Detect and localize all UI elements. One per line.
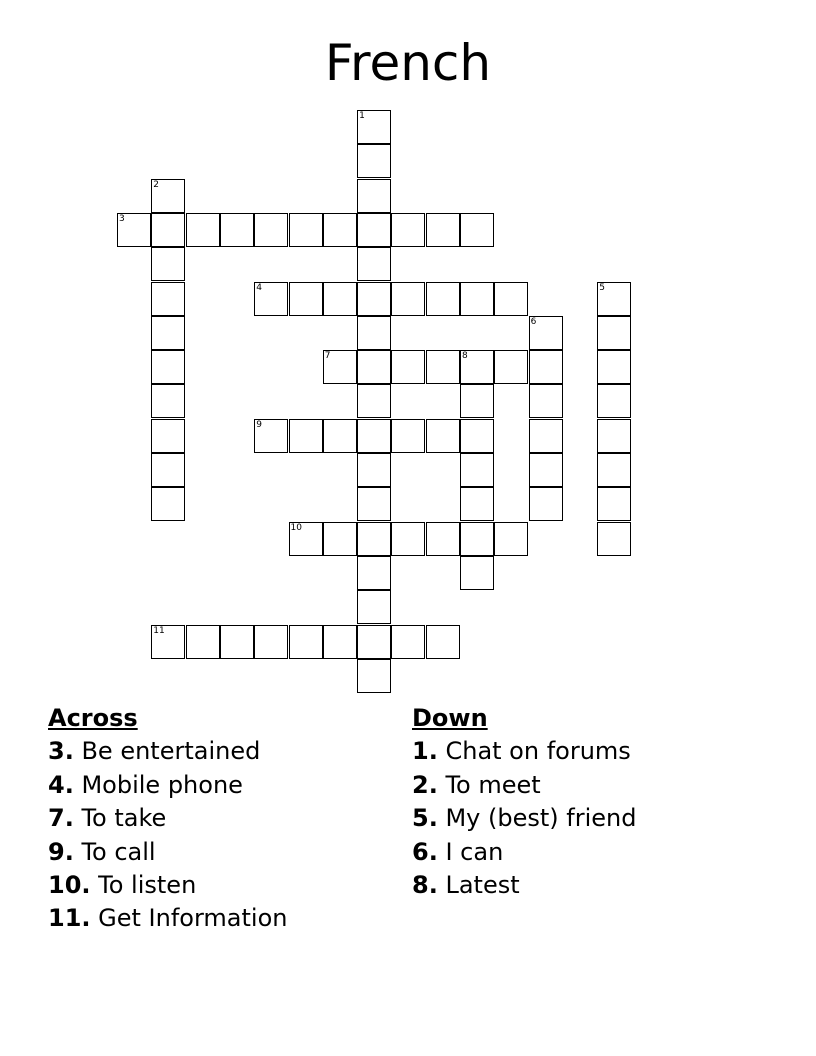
grid-cell[interactable] bbox=[117, 213, 151, 247]
clue-number: 2. bbox=[412, 770, 438, 799]
clue-text: To call bbox=[81, 837, 156, 866]
grid-cell[interactable] bbox=[391, 282, 425, 316]
cell-number: 7 bbox=[324, 351, 331, 362]
clue-down-1 bbox=[412, 735, 636, 768]
grid-cell[interactable] bbox=[323, 213, 357, 247]
grid-cell[interactable] bbox=[494, 522, 528, 556]
grid-cell[interactable] bbox=[529, 453, 563, 487]
clue-number: 4. bbox=[48, 770, 74, 799]
grid-cell[interactable] bbox=[597, 316, 631, 350]
clue-across-10 bbox=[48, 869, 287, 902]
clue-down-8 bbox=[412, 869, 636, 902]
grid-cell[interactable] bbox=[151, 282, 185, 316]
grid-cell[interactable] bbox=[151, 487, 185, 521]
grid-cell[interactable] bbox=[220, 213, 254, 247]
across-heading: Across bbox=[48, 704, 138, 732]
clue-number: 10. bbox=[48, 871, 91, 900]
grid-cell[interactable] bbox=[151, 213, 185, 247]
cell-number: 1 bbox=[359, 111, 365, 121]
clue-text: Latest bbox=[445, 871, 520, 900]
grid-cell[interactable] bbox=[460, 522, 494, 556]
grid-cell[interactable] bbox=[426, 625, 460, 659]
grid-cell[interactable] bbox=[254, 213, 288, 247]
grid-cell[interactable] bbox=[426, 213, 460, 247]
clue-across-9 bbox=[48, 836, 287, 869]
clue-down-6 bbox=[412, 836, 636, 869]
grid-cell[interactable] bbox=[323, 522, 357, 556]
grid-cell[interactable] bbox=[151, 419, 185, 453]
across-clues bbox=[48, 702, 287, 936]
grid-cell[interactable] bbox=[597, 522, 631, 556]
grid-cell[interactable] bbox=[597, 282, 631, 316]
grid-cell[interactable] bbox=[151, 350, 185, 384]
cell-number: 8 bbox=[462, 351, 468, 362]
grid-cell[interactable] bbox=[529, 384, 563, 418]
grid-cell[interactable] bbox=[323, 419, 357, 453]
clue-number: 6. bbox=[412, 837, 438, 866]
grid-cell[interactable] bbox=[357, 282, 391, 316]
grid-cell[interactable] bbox=[357, 659, 391, 693]
grid-cell[interactable] bbox=[460, 487, 494, 521]
grid-cell[interactable] bbox=[289, 282, 323, 316]
grid-cell[interactable] bbox=[460, 556, 494, 590]
grid-cell[interactable] bbox=[357, 590, 391, 624]
grid-cell[interactable] bbox=[460, 350, 494, 384]
grid-cell[interactable] bbox=[597, 384, 631, 418]
grid-cell[interactable] bbox=[323, 282, 357, 316]
grid-cell[interactable] bbox=[357, 110, 391, 144]
grid-cell[interactable] bbox=[597, 419, 631, 453]
grid-cell[interactable] bbox=[357, 487, 391, 521]
grid-cell[interactable] bbox=[529, 350, 563, 384]
grid-cell[interactable] bbox=[357, 316, 391, 350]
grid-cell[interactable] bbox=[357, 247, 391, 281]
clue-number: 11. bbox=[48, 904, 91, 933]
clue-number: 5. bbox=[412, 804, 438, 833]
grid-cell[interactable] bbox=[391, 522, 425, 556]
clue-number: 7. bbox=[48, 804, 74, 833]
grid-cell[interactable] bbox=[151, 247, 185, 281]
clue-text: To take bbox=[81, 804, 167, 833]
grid-cell[interactable] bbox=[529, 419, 563, 453]
grid-cell[interactable] bbox=[323, 350, 357, 384]
clue-down-5 bbox=[412, 802, 636, 835]
grid-cell[interactable] bbox=[426, 282, 460, 316]
clue-across-7 bbox=[48, 802, 287, 835]
grid-cell[interactable] bbox=[529, 487, 563, 521]
grid-cell[interactable] bbox=[494, 282, 528, 316]
clue-number: 3. bbox=[48, 737, 74, 766]
clue-number: 9. bbox=[48, 837, 74, 866]
page-title: French bbox=[324, 34, 492, 92]
grid-cell[interactable] bbox=[357, 384, 391, 418]
clue-number: 1. bbox=[412, 737, 438, 766]
clue-text: To listen bbox=[98, 871, 197, 900]
grid-cell[interactable] bbox=[289, 522, 323, 556]
grid-cell[interactable] bbox=[529, 316, 563, 350]
clue-across-11 bbox=[48, 902, 287, 935]
grid-cell[interactable] bbox=[460, 282, 494, 316]
clue-across-3 bbox=[48, 735, 287, 768]
grid-cell[interactable] bbox=[151, 316, 185, 350]
grid-cell[interactable] bbox=[254, 282, 288, 316]
grid-cell[interactable] bbox=[186, 625, 220, 659]
grid-cell[interactable] bbox=[323, 625, 357, 659]
grid-cell[interactable] bbox=[254, 625, 288, 659]
clue-text: Chat on forums bbox=[445, 737, 631, 766]
grid-cell[interactable] bbox=[151, 625, 185, 659]
clue-text: Mobile phone bbox=[81, 770, 243, 799]
grid-cell[interactable] bbox=[186, 213, 220, 247]
grid-cell[interactable] bbox=[357, 144, 391, 178]
clue-text: To meet bbox=[445, 770, 541, 799]
grid-cell[interactable] bbox=[597, 453, 631, 487]
cell-number: 5 bbox=[599, 282, 605, 293]
grid-cell[interactable] bbox=[357, 179, 391, 213]
grid-cell[interactable] bbox=[426, 350, 460, 384]
grid-cell[interactable] bbox=[220, 625, 254, 659]
clue-number: 8. bbox=[412, 871, 438, 900]
clue-across-4 bbox=[48, 769, 287, 802]
cell-number: 6 bbox=[530, 316, 537, 327]
grid-cell[interactable] bbox=[460, 384, 494, 418]
grid-cell[interactable] bbox=[357, 522, 391, 556]
cell-number: 9 bbox=[256, 419, 262, 430]
down-clues bbox=[412, 702, 636, 902]
grid-cell[interactable] bbox=[460, 453, 494, 487]
cell-number: 2 bbox=[153, 179, 160, 190]
grid-cell[interactable] bbox=[357, 213, 391, 247]
grid-cell[interactable] bbox=[426, 419, 460, 453]
grid-cell[interactable] bbox=[597, 350, 631, 384]
cell-number: 3 bbox=[119, 213, 125, 224]
down-heading: Down bbox=[412, 704, 488, 732]
grid-cell[interactable] bbox=[391, 350, 425, 384]
grid-cell[interactable] bbox=[289, 419, 323, 453]
grid-cell[interactable] bbox=[289, 625, 323, 659]
grid-cell[interactable] bbox=[151, 179, 185, 213]
grid-cell[interactable] bbox=[254, 419, 288, 453]
grid-cell[interactable] bbox=[357, 350, 391, 384]
grid-cell[interactable] bbox=[391, 213, 425, 247]
clue-text: Get Information bbox=[98, 904, 288, 933]
grid-cell[interactable] bbox=[151, 453, 185, 487]
grid-cell[interactable] bbox=[460, 419, 494, 453]
clue-down-2 bbox=[412, 769, 636, 802]
grid-cell[interactable] bbox=[494, 350, 528, 384]
grid-cell[interactable] bbox=[357, 453, 391, 487]
cell-number: 11 bbox=[153, 625, 165, 636]
grid-cell[interactable] bbox=[460, 213, 494, 247]
grid-cell[interactable] bbox=[597, 487, 631, 521]
cell-number: 4 bbox=[256, 282, 262, 293]
grid-cell[interactable] bbox=[357, 625, 391, 659]
grid-cell[interactable] bbox=[289, 213, 323, 247]
grid-cell[interactable] bbox=[151, 384, 185, 418]
grid-cell[interactable] bbox=[357, 556, 391, 590]
cell-number: 10 bbox=[290, 522, 302, 533]
grid-cell[interactable] bbox=[357, 419, 391, 453]
clue-text: My (best) friend bbox=[445, 804, 637, 833]
clue-text: Be entertained bbox=[81, 737, 261, 766]
grid-cell[interactable] bbox=[426, 522, 460, 556]
grid-cell[interactable] bbox=[391, 419, 425, 453]
clue-text: I can bbox=[445, 837, 504, 866]
grid-cell[interactable] bbox=[391, 625, 425, 659]
